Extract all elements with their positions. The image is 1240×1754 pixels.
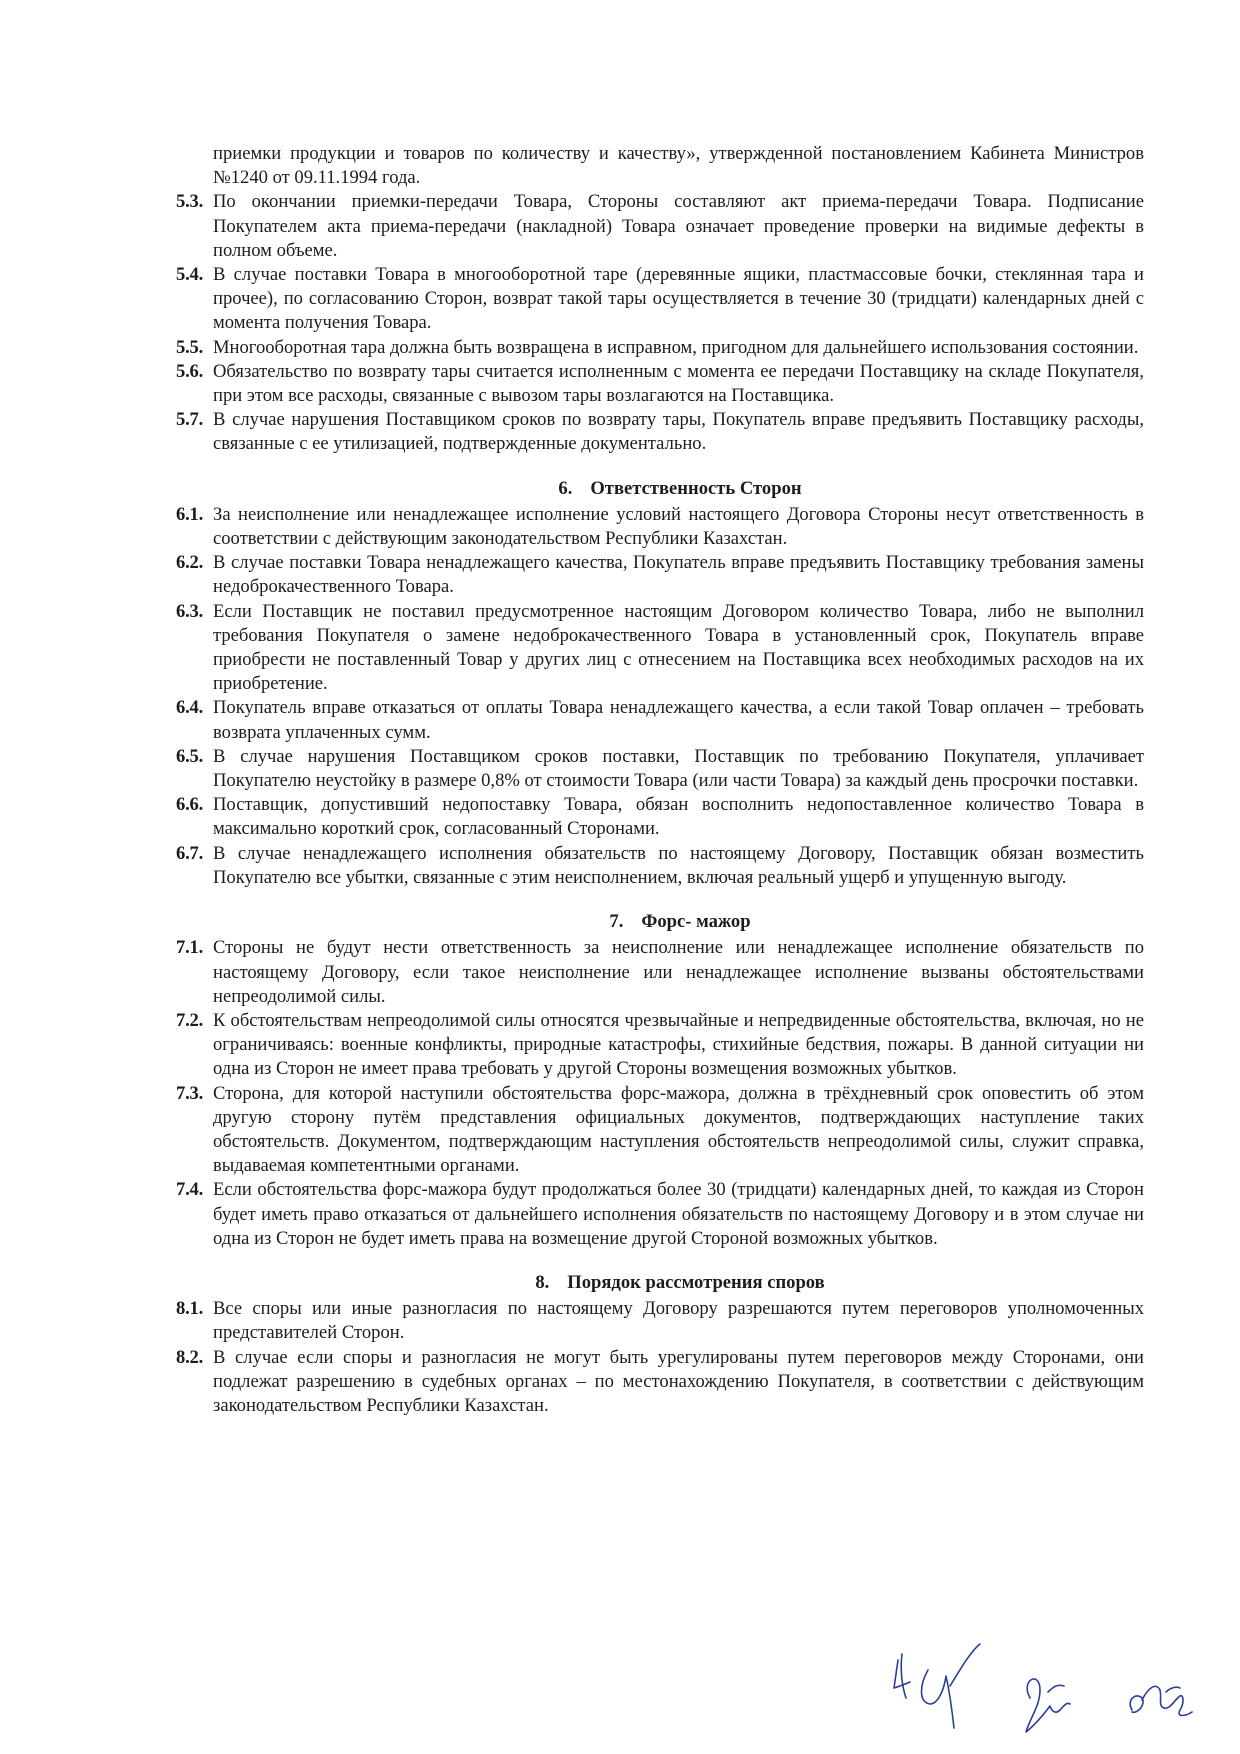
section-6 (176, 477, 1144, 890)
clause-number: 6.4. (176, 697, 204, 719)
clause-number: 5.3. (176, 191, 204, 213)
document-body (176, 142, 1144, 1418)
clause-5-6 (176, 360, 1144, 408)
signatures-drawing (880, 1640, 1210, 1735)
clause-text: В случае ненадлежащего исполнения обязательств по настоящему Договору, Поставщик обязан возместить Покупателю все убытки, связанные с этим неисполнением, включая реальный ущерб и упущенную выгоду. (213, 842, 1144, 888)
clause-7-2 (176, 1009, 1144, 1082)
clause-5-7 (176, 408, 1144, 456)
section-7 (176, 910, 1144, 1251)
clause-7-4 (176, 1178, 1144, 1251)
clause-6-6 (176, 793, 1144, 841)
clause-6-3 (176, 600, 1144, 697)
clause-6-4 (176, 696, 1144, 744)
clause-text: Многооборотная тара должна быть возвращена в исправном, пригодном для дальнейшего использования состоянии. (213, 336, 1139, 358)
clause-text: Покупатель вправе отказаться от оплаты Товара ненадлежащего качества, а если такой Товар оплачен – требовать возврата уплаченных сумм. (213, 697, 1144, 743)
clause-text: Поставщик, допустивший недопоставку Товара, обязан восполнить недопоставленное количество Товара в максимально короткий срок, согласованный Сторонами. (213, 794, 1144, 840)
clause-number: 8.2. (176, 1346, 204, 1368)
section-heading (176, 477, 1144, 501)
clause-number: 6.3. (176, 600, 204, 622)
clause-number: 6.5. (176, 745, 204, 767)
clause-text: Если Поставщик не поставил предусмотренное настоящим Договором количество Товара, либо не выполнил требования Покупателя о замене недоброкачественного Товара в установленный срок, Покупатель вправе приобрести не поставленный Товар у других лиц с отнесением на Поставщика всех необходимых расходов на их приобретение. (213, 600, 1144, 695)
section-title-text: Форс- мажор (641, 911, 751, 933)
clause-number: 6.1. (176, 503, 204, 525)
handwritten-signatures (880, 1640, 1210, 1735)
clause-6-5 (176, 745, 1144, 793)
clause-8-1 (176, 1297, 1144, 1345)
section-heading (176, 910, 1144, 934)
clause-text: К обстоятельствам непреодолимой силы относятся чрезвычайные и непредвиденные обстоятельства, включая, но не ограничиваясь: военные конфликты, природные катастрофы, стихийные бедствия, пожары. В данной ситуации ни одна из Сторон не имеет права требовать у другой Стороны возмещения возможных убытков. (213, 1009, 1144, 1080)
clause-number: 5.6. (176, 360, 204, 382)
clause-list-section-5 (176, 190, 1144, 456)
clause-number: 5.7. (176, 409, 204, 431)
clause-5-3 (176, 190, 1144, 263)
clause-text: Обязательство по возврату тары считается исполненным с момента ее передачи Поставщику на складе Покупателя, при этом все расходы, связанные с вывозом тары возлагаются на Поставщика. (213, 360, 1144, 407)
section-title-text: Ответственность Сторон (590, 477, 802, 499)
section-8 (176, 1271, 1144, 1418)
clause-number: 5.4. (176, 264, 204, 286)
clause-number: 6.2. (176, 552, 204, 574)
clause-text: По окончании приемки-передачи Товара, Стороны составляют акт приема-передачи Товара. Подписание Покупателем акта приема-передачи (накладной) Товара означает проведение проверки на видимые дефекты в полном объеме. (213, 191, 1144, 261)
clause-text: В случае нарушения Поставщиком сроков по возврату тары, Покупатель вправе предъявить Поставщику расходы, связанные с ее утилизацией, подтвержденные документально. (213, 409, 1144, 455)
clause-8-2 (176, 1346, 1144, 1419)
clause-text: В случае поставки Товара ненадлежащего качества, Покупатель вправе предъявить Поставщику требования замены недоброкачественного Товара. (213, 552, 1144, 598)
clause-number: 7.3. (176, 1082, 204, 1104)
clause-5-4 (176, 263, 1144, 336)
clause-number: 8.1. (176, 1298, 204, 1320)
section-heading (176, 1271, 1144, 1295)
clause-6-2 (176, 551, 1144, 599)
clause-number: 6.7. (176, 842, 204, 864)
clause-text: Сторона, для которой наступили обстоятельства форс-мажора, должна в трёхдневный срок оповестить об этом другую сторону путём представления официальных документов, подтверждающих наступление таких обстоятельств. Документом, подтверждающим наступления обстоятельств непреодолимой силы, служит справка, выдаваемая компетентными органами. (213, 1082, 1144, 1177)
clause-number: 7.2. (176, 1009, 204, 1031)
sections-container (176, 477, 1144, 1419)
clause-text: За неисполнение или ненадлежащее исполнение условий настоящего Договора Стороны несут ответственность в соответствии с действующим законодательством Республики Казахстан. (213, 503, 1144, 550)
clause-7-3 (176, 1082, 1144, 1179)
clause-number: 7.1. (176, 937, 204, 959)
intro-paragraph: приемки продукции и товаров по количеству и качеству», утвержденной постановлением Кабинета Министров №1240 от 09.11.1994 года. (213, 143, 1144, 189)
clause-text: Все споры или иные разногласия по настоящему Договору разрешаются путем переговоров уполномоченных представителей Сторон. (213, 1298, 1144, 1344)
section-number: 6. (558, 477, 573, 499)
clause-text: В случае если споры и разногласия не могут быть урегулированы путем переговоров между Сторонами, они подлежат разрешению в судебных органах – по местонахождению Покупателя, в соответствии с действующим законодательством Республики Казахстан. (213, 1346, 1144, 1416)
clause-number: 6.6. (176, 794, 204, 816)
clause-text: Если обстоятельства форс-мажора будут продолжаться более 30 (тридцати) календарных дней, то каждая из Сторон будет иметь право отказаться от дальнейшего исполнения обязательств по настоящему Договору и в этом случае ни одна из Сторон не будет иметь права на возмещение другой Стороной возможных убытков. (213, 1179, 1144, 1249)
clause-5-5 (176, 336, 1144, 360)
clause-6-1 (176, 503, 1144, 551)
clause-number: 7.4. (176, 1179, 204, 1201)
section-number: 8. (535, 1271, 550, 1293)
section-title-text: Порядок рассмотрения споров (567, 1271, 825, 1293)
clause-text: Стороны не будут нести ответственность за неисполнение или ненадлежащее исполнение обязательств по настоящему Договору, если такое неисполнение или ненадлежащее исполнение вызваны обстоятельствами непреодолимой силы. (213, 937, 1144, 1007)
clause-text: В случае поставки Товара в многооборотной таре (деревянные ящики, пластмассовые бочки, стеклянная тара и прочее), по согласованию Сторон, возврат такой тары осуществляется в течение 30 (тридцати) календарных дней с момента получения Товара. (213, 264, 1144, 334)
clause-text: В случае нарушения Поставщиком сроков поставки, Поставщик по требованию Покупателя, уплачивает Покупателю неустойку в размере 0,8% от стоимости Товара (или части Товара) за каждый день просрочки поставки. (213, 745, 1144, 792)
section-number: 7. (609, 911, 624, 933)
clause-number: 5.5. (176, 336, 204, 358)
clause-6-7 (176, 842, 1144, 890)
clause-7-1 (176, 936, 1144, 1009)
